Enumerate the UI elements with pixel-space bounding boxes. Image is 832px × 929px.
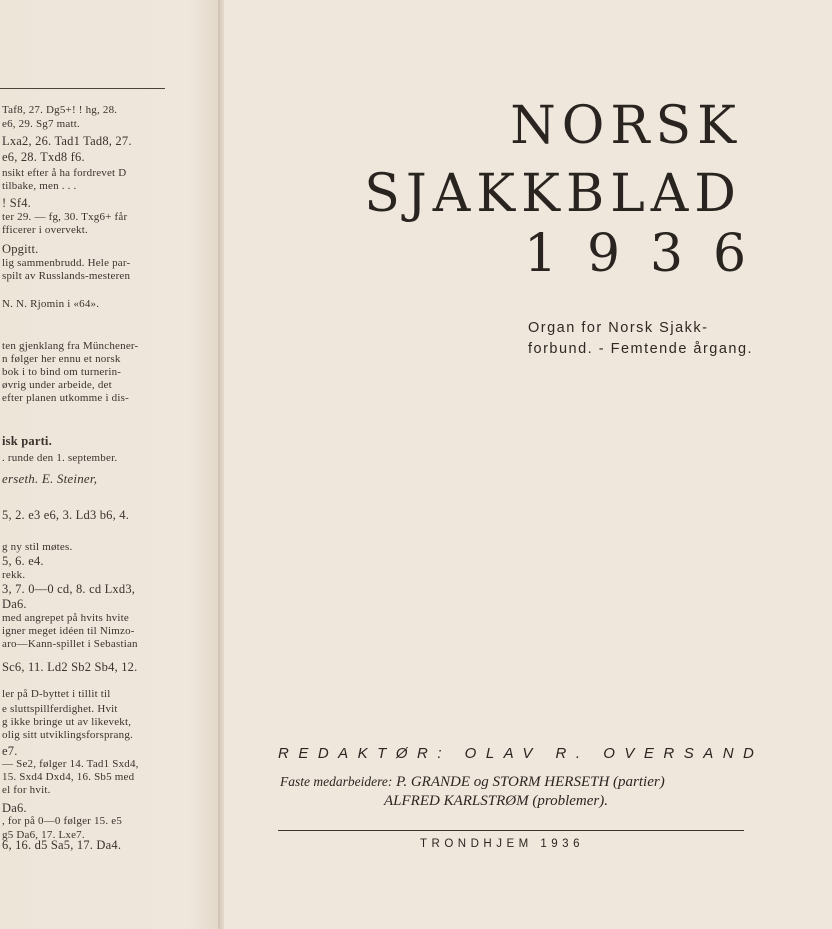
editor-line: REDAKTØR: OLAV R. OVERSAND: [278, 745, 764, 762]
left-page-line: igner meget idéen til Nimzo-: [2, 625, 135, 637]
left-page-line: ter 29. — fg, 30. Txg6+ får: [2, 211, 128, 223]
staff-line-1: P. GRANDE og STORM HERSETH (partier): [396, 774, 665, 790]
left-page-line: bok i to bind om turnerin-: [2, 366, 122, 378]
left-page-line: g ny stil møtes.: [2, 541, 73, 553]
title-line-2: SJAKKBLAD: [364, 164, 742, 224]
left-page-line: spilt av Russlands-mesteren: [2, 270, 131, 282]
left-page-line: øvrig under arbeide, det: [2, 379, 112, 391]
left-page-line: ler på D-byttet i tillit til: [2, 688, 111, 700]
left-page-line: Opgitt.: [2, 242, 39, 256]
left-page-line: nsikt efter å ha fordrevet D: [2, 167, 127, 179]
left-page-line: isk parti.: [2, 434, 52, 448]
left-page-line: efter planen utkomme i dis-: [2, 392, 129, 404]
city-year: TRONDHJEM 1936: [420, 838, 584, 850]
magazine-title: [364, 92, 742, 228]
left-page-line: e6, 28. Txd8 f6.: [2, 150, 85, 164]
left-page-line: Da6.: [2, 801, 27, 815]
left-page-line: e7.: [2, 744, 18, 758]
left-page-line: olig sitt utviklingsforsprang.: [2, 729, 133, 741]
year-digit: 6: [713, 224, 747, 284]
left-page-line: — Se2, følger 14. Tad1 Sxd4,: [2, 758, 139, 770]
left-page: [0, 0, 222, 929]
left-page-line: g ikke bringe ut av likevekt,: [2, 716, 132, 728]
year-digit: 9: [587, 224, 621, 284]
left-page-line: tilbake, men . . .: [2, 180, 77, 192]
subtitle-line-1: Organ for Norsk Sjakk-: [528, 320, 709, 336]
left-page-line: 5, 6. e4.: [2, 554, 44, 568]
left-page-line: erseth. E. Steiner,: [2, 471, 98, 486]
left-page-text: [0, 0, 222, 929]
staff-line-2: ALFRED KARLSTRØM (problemer).: [384, 793, 609, 809]
left-page-line: 3, 7. 0—0 cd, 8. cd Lxd3,: [2, 582, 136, 596]
subtitle: [528, 318, 768, 360]
cover-page: [224, 0, 832, 929]
left-page-line: . runde den 1. september.: [2, 452, 118, 464]
left-page-line: 6, 16. d5 Sa5, 17. Da4.: [2, 838, 122, 852]
left-page-line: N. N. Rjomin i «64».: [2, 298, 100, 310]
left-page-line: ! Sf4.: [2, 196, 31, 210]
year-digit: 1: [524, 224, 558, 284]
left-page-line: med angrepet på hvits hvite: [2, 612, 129, 624]
left-page-line: el for hvit.: [2, 784, 51, 796]
year: [524, 224, 776, 284]
left-page-line: fficerer i overvekt.: [2, 224, 88, 236]
left-page-line: Da6.: [2, 597, 27, 611]
subtitle-line-2: forbund. - Femtende årgang.: [528, 341, 754, 357]
left-page-line: Lxa2, 26. Tad1 Tad8, 27.: [2, 134, 132, 148]
left-page-line: e6, 29. Sg7 matt.: [2, 118, 80, 130]
bottom-rule: [278, 830, 744, 831]
left-page-line: rekk.: [2, 569, 26, 581]
staff-credits: [280, 774, 750, 810]
year-digit: 3: [650, 224, 684, 284]
left-page-line: Taf8, 27. Dg5+! ! hg, 28.: [2, 104, 118, 116]
left-page-line: Sc6, 11. Ld2 Sb2 Sb4, 12.: [2, 660, 138, 674]
left-page-line: 15. Sxd4 Dxd4, 16. Sb5 med: [2, 771, 135, 783]
left-page-line: lig sammenbrudd. Hele par-: [2, 257, 131, 269]
left-page-line: n følger her ennu et norsk: [2, 353, 121, 365]
staff-label: Faste medarbeidere:: [280, 774, 393, 789]
title-line-1: NORSK: [510, 96, 742, 156]
left-page-line: 5, 2. e3 e6, 3. Ld3 b6, 4.: [2, 508, 130, 522]
left-page-line: aro—Kann-spillet i Sebastian: [2, 638, 138, 650]
left-page-line: , for på 0—0 følger 15. e5: [2, 815, 123, 827]
left-page-line: ten gjenklang fra Münchener-: [2, 340, 139, 352]
left-page-line: e sluttspillferdighet. Hvit: [2, 703, 118, 715]
left-page-line: g5 Da6, 17. Lxe7.: [2, 829, 85, 841]
